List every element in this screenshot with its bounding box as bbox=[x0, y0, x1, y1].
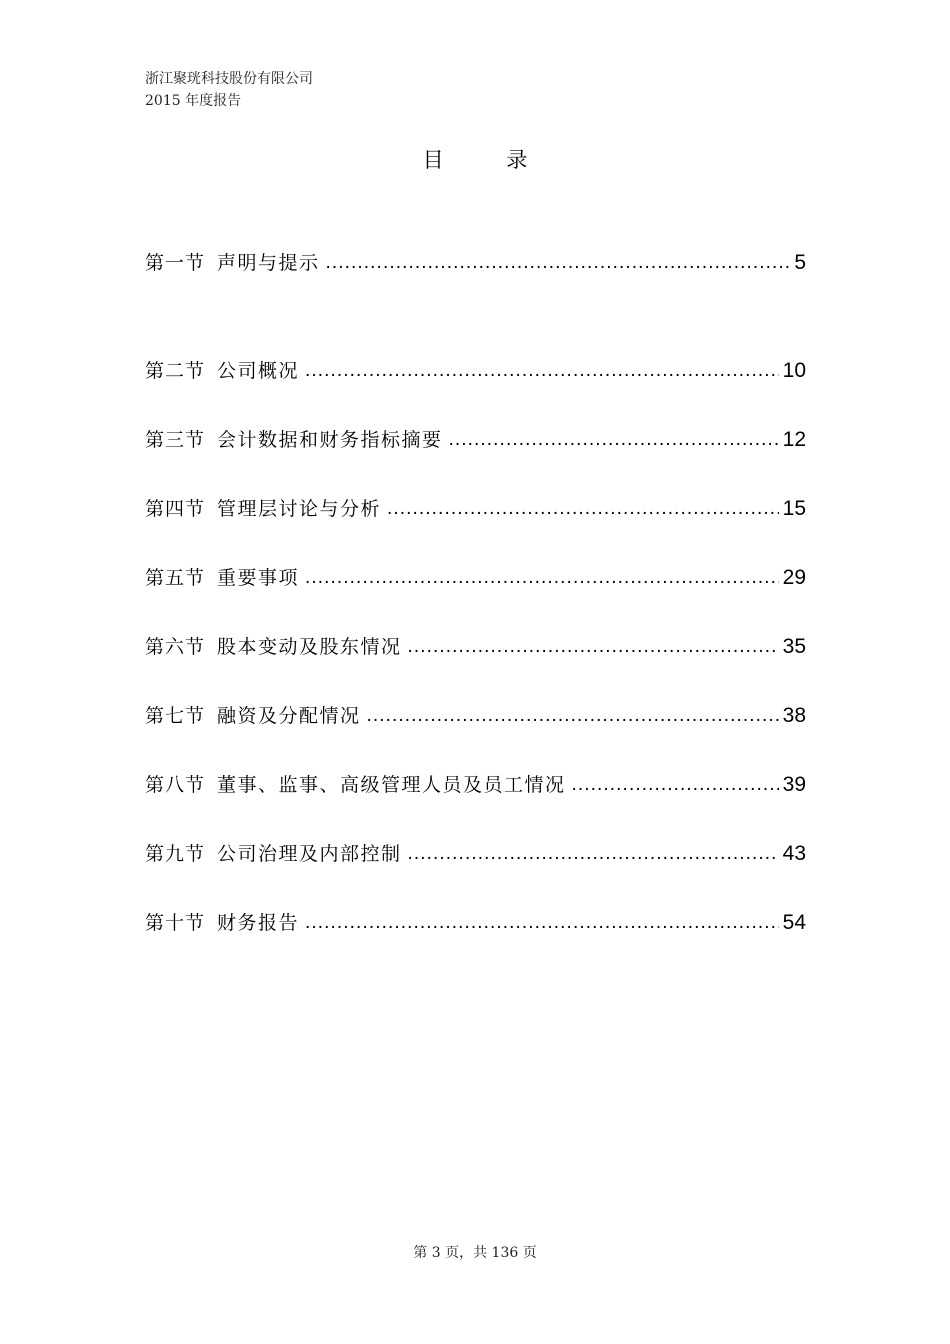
toc-section-title: 公司概况 bbox=[217, 360, 300, 382]
toc-section-title: 管理层讨论与分析 bbox=[217, 498, 382, 520]
toc-section-number: 第一节 bbox=[145, 252, 206, 274]
toc-section-number: 第五节 bbox=[145, 567, 206, 589]
toc-section-title: 融资及分配情况 bbox=[217, 705, 361, 727]
toc-entry[interactable] bbox=[145, 455, 806, 524]
toc-dot-leader bbox=[387, 494, 779, 524]
table-of-contents bbox=[145, 248, 806, 938]
toc-entry[interactable] bbox=[145, 317, 806, 386]
toc-section-number: 第八节 bbox=[145, 774, 206, 796]
toc-dot-leader bbox=[572, 770, 779, 800]
toc-page-number: 12 bbox=[782, 428, 806, 451]
toc-section-title: 财务报告 bbox=[217, 912, 300, 934]
toc-page-number: 35 bbox=[782, 635, 806, 658]
toc-section-title: 董事、监事、高级管理人员及员工情况 bbox=[217, 774, 566, 796]
toc-section-number: 第四节 bbox=[145, 498, 206, 520]
toc-entry[interactable] bbox=[145, 662, 806, 731]
toc-dot-leader bbox=[326, 248, 791, 278]
toc-dot-leader bbox=[305, 908, 779, 938]
toc-section-number: 第六节 bbox=[145, 636, 206, 658]
page-footer: 第 3 页，共 136 页 bbox=[413, 1245, 537, 1261]
toc-entry[interactable] bbox=[145, 731, 806, 800]
toc-dot-leader bbox=[367, 701, 779, 731]
toc-section-number: 第二节 bbox=[145, 360, 206, 382]
toc-page-number: 43 bbox=[782, 842, 806, 865]
toc-section-number: 第三节 bbox=[145, 429, 206, 451]
company-name: 浙江聚珖科技股份有限公司 bbox=[145, 71, 313, 87]
toc-page-number: 5 bbox=[794, 251, 806, 274]
toc-page-number: 54 bbox=[782, 911, 806, 934]
toc-section-title: 声明与提示 bbox=[217, 252, 320, 274]
toc-page-number: 38 bbox=[782, 704, 806, 727]
toc-page-number: 39 bbox=[782, 773, 806, 796]
toc-section-title: 股本变动及股东情况 bbox=[217, 636, 402, 658]
toc-dot-leader bbox=[408, 632, 779, 662]
toc-title: 目 录 bbox=[422, 148, 556, 172]
toc-entry[interactable] bbox=[145, 800, 806, 869]
toc-section-title: 重要事项 bbox=[217, 567, 300, 589]
toc-dot-leader bbox=[305, 356, 779, 386]
toc-entry[interactable] bbox=[145, 524, 806, 593]
toc-page-number: 10 bbox=[782, 359, 806, 382]
toc-section-number: 第七节 bbox=[145, 705, 206, 727]
toc-entry[interactable] bbox=[145, 386, 806, 455]
toc-section-title: 公司治理及内部控制 bbox=[217, 843, 402, 865]
toc-section-number: 第十节 bbox=[145, 912, 206, 934]
toc-section-title: 会计数据和财务指标摘要 bbox=[217, 429, 443, 451]
toc-dot-leader bbox=[408, 839, 779, 869]
toc-entry[interactable] bbox=[145, 593, 806, 662]
toc-section-number: 第九节 bbox=[145, 843, 206, 865]
toc-entry[interactable] bbox=[145, 248, 806, 278]
page-header bbox=[145, 68, 313, 112]
toc-dot-leader bbox=[305, 563, 779, 593]
report-title: 2015 年度报告 bbox=[145, 93, 242, 109]
toc-page-number: 15 bbox=[782, 497, 806, 520]
toc-page-number: 29 bbox=[782, 566, 806, 589]
toc-dot-leader bbox=[449, 425, 779, 455]
toc-entry[interactable] bbox=[145, 869, 806, 938]
